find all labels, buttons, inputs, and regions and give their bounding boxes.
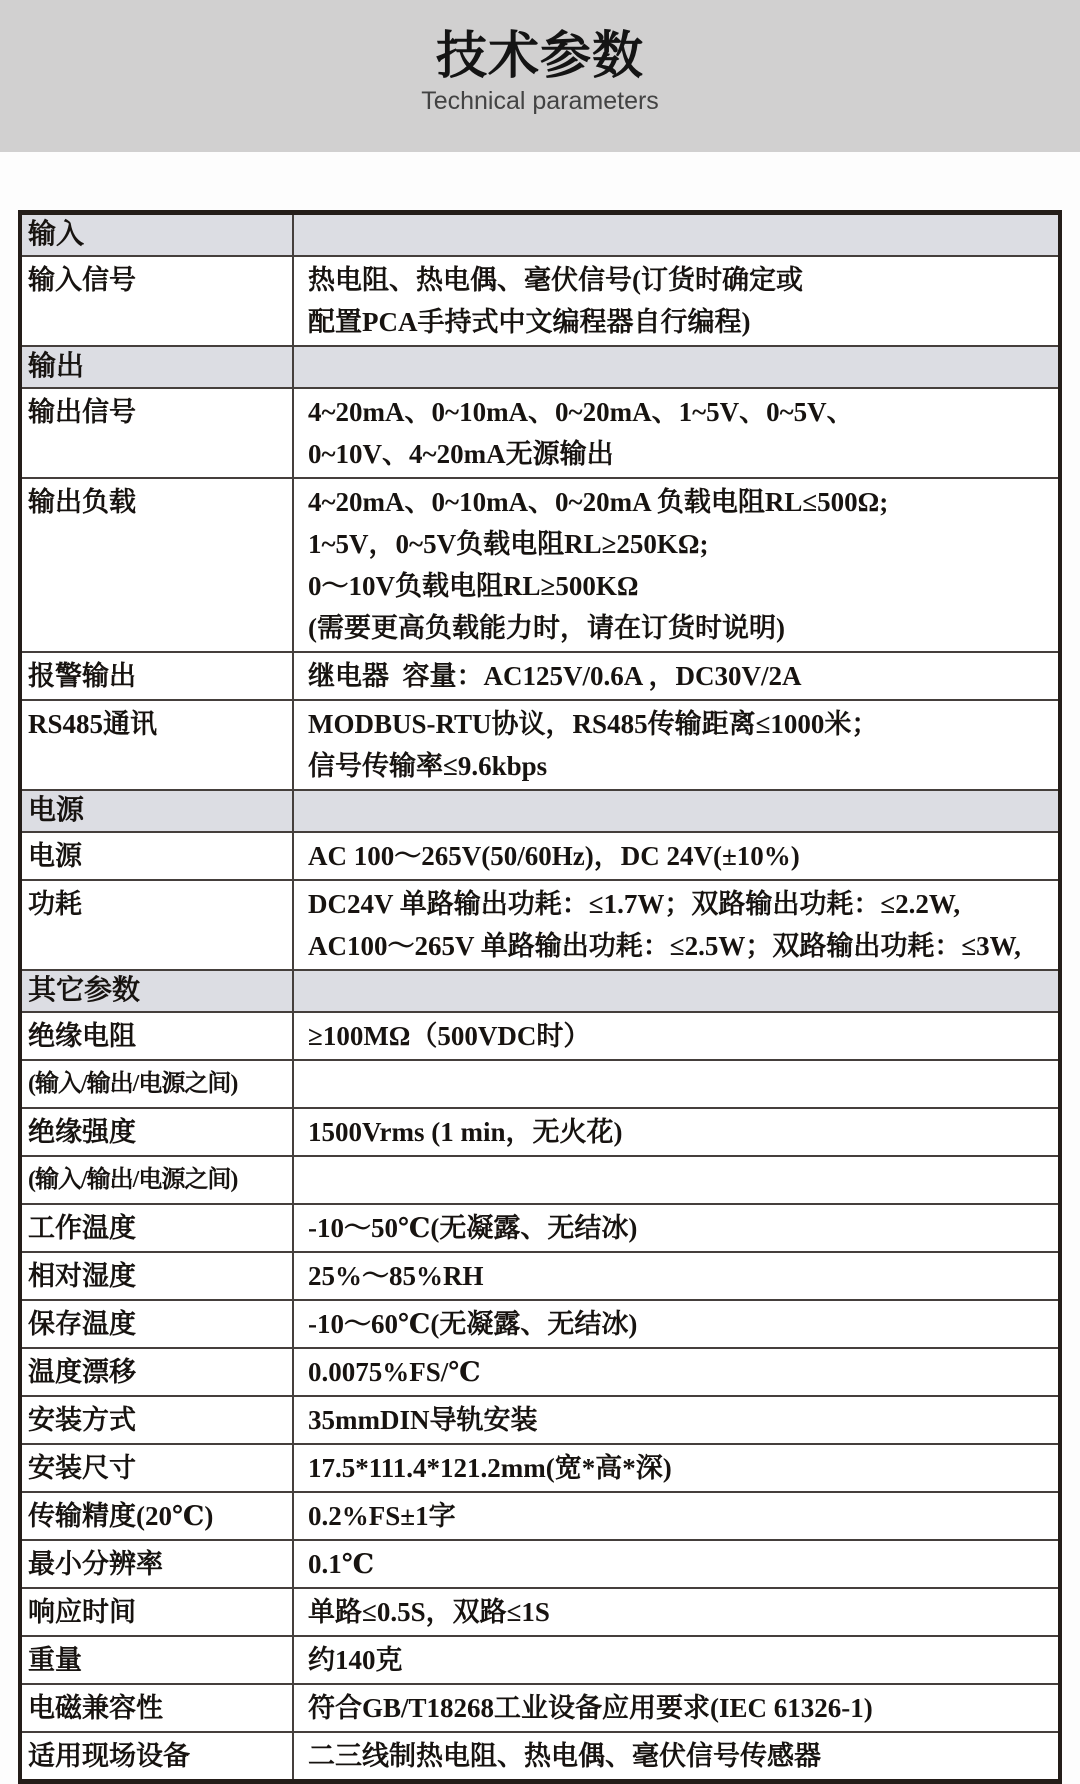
param-value [294, 701, 1058, 789]
spec-row [22, 879, 1058, 969]
param-label: 输出信号 [22, 389, 294, 477]
param-label: (输入/输出/电源之间) [22, 1157, 294, 1203]
param-value [294, 1061, 1058, 1107]
param-value-line: ≥100MΩ（500VDC时） [308, 1021, 591, 1051]
param-label: 重量 [22, 1637, 294, 1683]
param-value-line: 0~10V、4~20mA无源输出 [308, 439, 614, 469]
page-subtitle: Technical parameters [421, 87, 659, 115]
spec-row [22, 477, 1058, 651]
param-value-line: 信号传输率≤9.6kbps [308, 751, 548, 781]
param-value [294, 389, 1058, 477]
section-title: 输出 [22, 347, 294, 387]
param-value-line: (需要更高负载能力时，请在订货时说明) [308, 613, 785, 643]
param-value [294, 1733, 1058, 1779]
param-label: 绝缘强度 [22, 1109, 294, 1155]
param-label: 保存温度 [22, 1301, 294, 1347]
param-label: 相对湿度 [22, 1253, 294, 1299]
param-value-line: -10～50℃(无凝露、无结冰) [308, 1213, 638, 1243]
param-label: (输入/输出/电源之间) [22, 1061, 294, 1107]
section-title: 其它参数 [22, 971, 294, 1011]
section-header-row [22, 215, 1058, 255]
param-value [294, 257, 1058, 345]
section-title: 输入 [22, 215, 294, 255]
param-label: 工作温度 [22, 1205, 294, 1251]
spec-row [22, 1155, 1058, 1203]
param-label: 报警输出 [22, 653, 294, 699]
param-value-line: 单路≤0.5S，双路≤1S [308, 1597, 550, 1627]
param-value-line: 35mmDIN导轨安装 [308, 1405, 538, 1435]
param-value [294, 653, 1058, 699]
section-header-row [22, 789, 1058, 831]
spec-row [22, 1683, 1058, 1731]
param-value-line: 0.1℃ [308, 1549, 375, 1579]
param-value [294, 1589, 1058, 1635]
header-band [0, 0, 1080, 152]
param-value-line: AC 100～265V(50/60Hz)，DC 24V(±10%) [308, 841, 800, 871]
param-value-line: 0.0075%FS/℃ [308, 1357, 481, 1387]
spec-row [22, 1587, 1058, 1635]
param-value [294, 1397, 1058, 1443]
section-title: 电源 [22, 791, 294, 831]
param-value [294, 215, 1058, 255]
spec-row [22, 1107, 1058, 1155]
spec-row [22, 1731, 1058, 1779]
spec-row [22, 1059, 1058, 1107]
spec-row [22, 1299, 1058, 1347]
spec-row [22, 1395, 1058, 1443]
param-value [294, 1637, 1058, 1683]
param-value [294, 1157, 1058, 1203]
param-label: RS485通讯 [22, 701, 294, 789]
param-value-line: 4~20mA、0~10mA、0~20mA、1~5V、0~5V、 [308, 397, 854, 427]
param-label: 传输精度(20℃) [22, 1493, 294, 1539]
param-value-line: 符合GB/T18268工业设备应用要求(IEC 61326-1) [308, 1693, 873, 1723]
param-value-line: 0.2%FS±1字 [308, 1501, 456, 1531]
spec-row [22, 1251, 1058, 1299]
param-value-line: 4~20mA、0~10mA、0~20mA 负载电阻RL≤500Ω; [308, 487, 889, 517]
spec-row [22, 1491, 1058, 1539]
param-value-line: 二三线制热电阻、热电偶、毫伏信号传感器 [308, 1741, 821, 1771]
param-label: 安装方式 [22, 1397, 294, 1443]
param-value [294, 971, 1058, 1011]
param-value [294, 1541, 1058, 1587]
param-value-line: 继电器 容量：AC125V/0.6A ，DC30V/2A [308, 661, 802, 691]
section-header-row [22, 345, 1058, 387]
param-label: 功耗 [22, 881, 294, 969]
param-value-line: 1~5V，0~5V负载电阻RL≥250KΩ; [308, 529, 709, 559]
param-label: 响应时间 [22, 1589, 294, 1635]
param-value [294, 1205, 1058, 1251]
spec-row [22, 1539, 1058, 1587]
page-title: 技术参数 [435, 27, 644, 84]
spec-row [22, 1347, 1058, 1395]
spec-table [18, 210, 1062, 1784]
param-value [294, 1493, 1058, 1539]
param-label: 温度漂移 [22, 1349, 294, 1395]
spec-row [22, 255, 1058, 345]
param-value-line: 25%～85%RH [308, 1261, 484, 1291]
param-value-line: 配置PCA手持式中文编程器自行编程) [308, 307, 751, 337]
param-label: 适用现场设备 [22, 1733, 294, 1779]
param-value [294, 1685, 1058, 1731]
param-value [294, 881, 1058, 969]
spec-row [22, 1443, 1058, 1491]
param-label: 输出负载 [22, 479, 294, 651]
param-label: 绝缘电阻 [22, 1013, 294, 1059]
spec-row [22, 651, 1058, 699]
param-value [294, 1349, 1058, 1395]
param-value-line: 热电阻、热电偶、毫伏信号(订货时确定或 [308, 265, 803, 295]
section-header-row [22, 969, 1058, 1011]
param-label: 最小分辨率 [22, 1541, 294, 1587]
param-label: 电磁兼容性 [22, 1685, 294, 1731]
param-value [294, 1109, 1058, 1155]
param-value [294, 1013, 1058, 1059]
param-value-line: 1500Vrms (1 min，无火花) [308, 1117, 623, 1147]
spec-row [22, 387, 1058, 477]
param-value-line: -10～60℃(无凝露、无结冰) [308, 1309, 638, 1339]
param-label: 安装尺寸 [22, 1445, 294, 1491]
param-value [294, 347, 1058, 387]
param-value [294, 1301, 1058, 1347]
spec-row [22, 1011, 1058, 1059]
param-value [294, 1445, 1058, 1491]
spec-row [22, 699, 1058, 789]
param-value-line: AC100～265V 单路输出功耗：≤2.5W；双路输出功耗：≤3W, [308, 931, 1021, 961]
param-value-line: MODBUS-RTU协议，RS485传输距离≤1000米； [308, 709, 879, 739]
param-value [294, 479, 1058, 651]
param-value [294, 1253, 1058, 1299]
param-value-line: 17.5*111.4*121.2mm(宽*高*深) [308, 1453, 672, 1483]
param-value-line: DC24V 单路输出功耗：≤1.7W；双路输出功耗：≤2.2W, [308, 889, 961, 919]
spec-row [22, 1635, 1058, 1683]
param-value-line: 0～10V负载电阻RL≥500KΩ [308, 571, 639, 601]
param-value [294, 833, 1058, 879]
param-value-line: 约140克 [308, 1645, 403, 1675]
param-label: 输入信号 [22, 257, 294, 345]
param-label: 电源 [22, 833, 294, 879]
param-value [294, 791, 1058, 831]
spec-row [22, 1203, 1058, 1251]
spec-row [22, 831, 1058, 879]
